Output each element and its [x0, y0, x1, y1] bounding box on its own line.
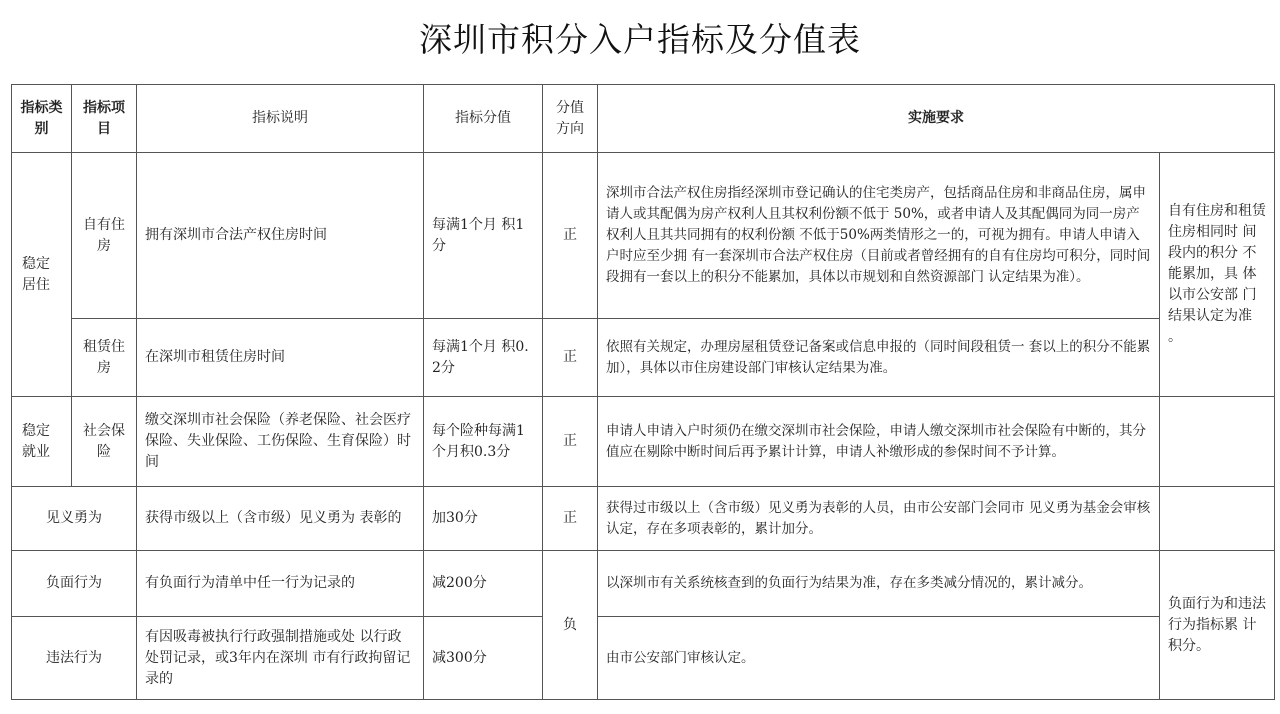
direction-own-housing: 正 [543, 153, 598, 319]
desc-bravery: 获得市级以上（含市级）见义勇为 表彰的 [137, 487, 424, 551]
category-housing: 稳定居住 [12, 153, 72, 397]
score-illegal-behavior: 减300分 [424, 617, 543, 700]
document-title: 深圳市积分入户指标及分值表 [419, 20, 861, 59]
score-social-insurance: 每个险种每满1个月积0.3分 [424, 397, 543, 487]
header-score: 指标分值 [424, 85, 543, 153]
desc-rent-housing: 在深圳市租赁住房时间 [137, 319, 424, 397]
requirement-social-insurance: 申请人申请入户时须仍在缴交深圳市社会保险，申请人缴交深圳市社会保险有中断的，其分值应在剔除中断时间后再予累计计算，申请人补缴形成的参保时间不予计算。 [598, 397, 1160, 487]
row-rent-housing [12, 319, 1275, 397]
desc-illegal-behavior: 有因吸毒被执行行政强制措施或处 以行政处罚记录，或3年内在深圳 市有行政拘留记录的 [137, 617, 424, 700]
score-bravery: 加30分 [424, 487, 543, 551]
note-empty [1160, 487, 1275, 551]
row-own-housing [12, 153, 1275, 319]
item-social-insurance: 社会保险 [72, 397, 137, 487]
desc-negative-behavior: 有负面行为清单中任一行为记录的 [137, 551, 424, 617]
category-employment: 稳定就业 [12, 397, 72, 487]
score-negative-behavior: 减200分 [424, 551, 543, 617]
requirement-negative-behavior: 以深圳市有关系统核查到的负面行为结果为准，存在多类减分情况的，累计减分。 [598, 551, 1160, 617]
header-direction: 分值方向 [543, 85, 598, 153]
item-bravery: 见义勇为 [12, 487, 137, 551]
points-table [11, 84, 1275, 700]
requirement-bravery: 获得过市级以上（含市级）见义勇为表彰的人员，由市公安部门会同市 见义勇为基金会审核认定，存在多项表彰的，累计加分。 [598, 487, 1160, 551]
requirement-illegal-behavior: 由市公安部门审核认定。 [598, 617, 1160, 700]
item-negative-behavior: 负面行为 [12, 551, 137, 617]
direction-bravery: 正 [543, 487, 598, 551]
row-bravery [12, 487, 1275, 551]
header-requirement: 实施要求 [598, 85, 1275, 153]
requirement-rent-housing: 依照有关规定，办理房屋租赁登记备案或信息申报的（同时间段租赁一 套以上的积分不能累加），具体以市住房建设部门审核认定结果为准。 [598, 319, 1160, 397]
direction-social-insurance: 正 [543, 397, 598, 487]
note-empty [1160, 397, 1275, 487]
score-rent-housing: 每满1个月 积0.2分 [424, 319, 543, 397]
desc-social-insurance: 缴交深圳市社会保险（养老保险、社会医疗保险、失业保险、工伤保险、生育保险）时间 [137, 397, 424, 487]
header-row [12, 85, 1275, 153]
note-negative: 负面行为和违法行为指标累 计积分。 [1160, 551, 1275, 700]
row-negative-behavior [12, 551, 1275, 617]
score-own-housing: 每满1个月 积1分 [424, 153, 543, 319]
header-category: 指标类别 [12, 85, 72, 153]
header-item: 指标项目 [72, 85, 137, 153]
header-description: 指标说明 [137, 85, 424, 153]
item-own-housing: 自有住房 [72, 153, 137, 319]
item-rent-housing: 租赁住房 [72, 319, 137, 397]
desc-own-housing: 拥有深圳市合法产权住房时间 [137, 153, 424, 319]
direction-rent-housing: 正 [543, 319, 598, 397]
row-social-insurance [12, 397, 1275, 487]
row-illegal-behavior [12, 617, 1275, 700]
item-illegal-behavior: 违法行为 [12, 617, 137, 700]
requirement-own-housing: 深圳市合法产权住房指经深圳市登记确认的住宅类房产，包括商品住房和非商品住房，属申请人或其配偶为房产权利人且其权利份额不低于 50%，或者申请人及其配偶同为同一房产权利人且其共同拥有的权利份额 不低于50%两类情形之一的，可视为拥有。申请人申请入户时应至少拥 有一套深圳市合法产权住房（目前或者曾经拥有的自有住房均可积分，同时间段拥有一套以上的积分不能累加，具体以市规划和自然资源部门 认定结果为准）。 [598, 153, 1160, 319]
direction-negative: 负 [543, 551, 598, 700]
note-housing: 自有住房和租赁住房相同时 间段内的积分 不能累加，具 体以市公安部 门结果认定为准 。 [1160, 153, 1275, 397]
